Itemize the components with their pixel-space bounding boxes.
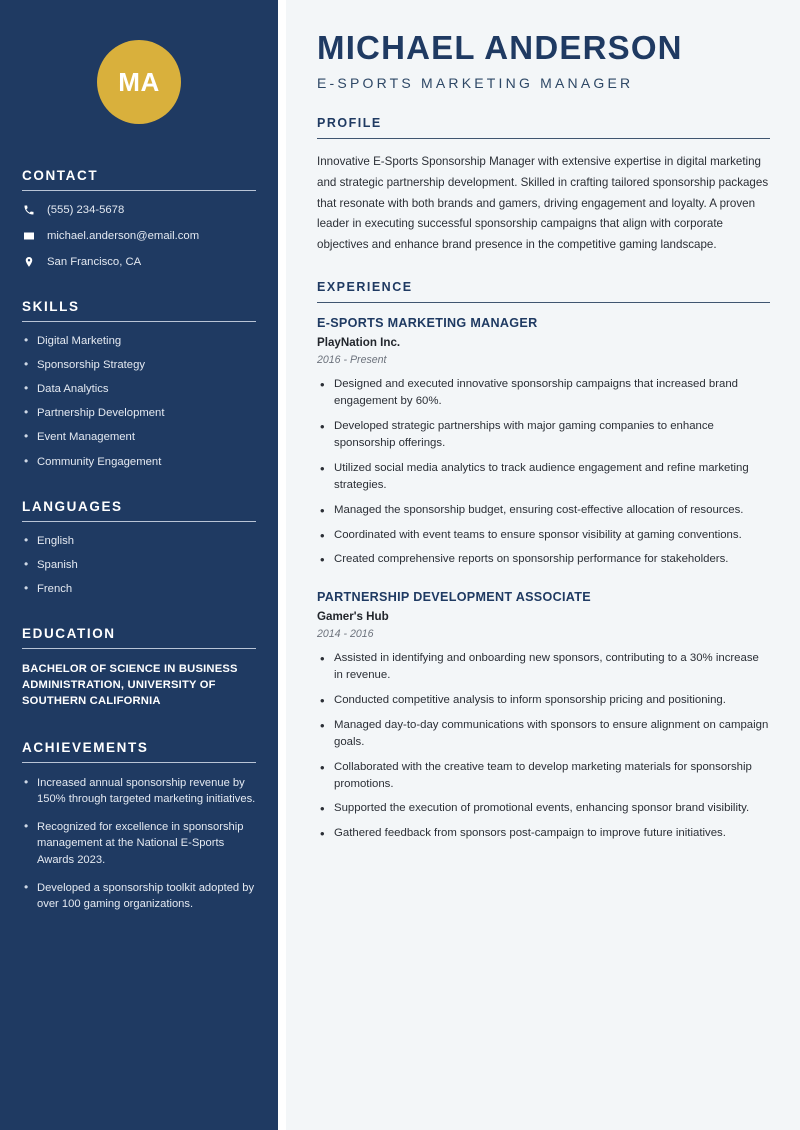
contact-location-value: San Francisco, CA <box>47 256 142 268</box>
job-role: PARTNERSHIP DEVELOPMENT ASSOCIATE <box>317 590 591 605</box>
sidebar <box>0 0 278 1130</box>
list-item: • Supported the execution of promotional events, enhancing sponsor brand visibility. <box>317 800 770 817</box>
phone-icon <box>22 203 36 217</box>
list-item: • Data Analytics <box>22 382 256 396</box>
job-role: E-SPORTS MARKETING MANAGER <box>317 316 538 331</box>
experience-section <box>317 280 770 842</box>
list-item: • French <box>22 582 256 596</box>
achievements-list <box>22 775 256 913</box>
education-entry: BACHELOR OF SCIENCE IN BUSINESS ADMINISTRATION, UNIVERSITY OF SOUTHERN CALIFORNIA <box>22 662 238 708</box>
skills-divider <box>22 321 256 322</box>
job-dates: 2014 - 2016 <box>317 628 374 641</box>
list-item: • Managed the sponsorship budget, ensuring cost-effective allocation of resources. <box>317 502 770 519</box>
avatar-initials: MA <box>118 66 160 97</box>
list-item: • Digital Marketing <box>22 334 256 348</box>
job-bullet-list <box>317 650 770 842</box>
languages-section <box>22 499 256 596</box>
contact-location-row[interactable] <box>22 255 256 269</box>
contact-divider <box>22 190 256 191</box>
skills-heading: SKILLS <box>22 299 80 314</box>
contact-heading: CONTACT <box>22 168 99 183</box>
contact-email-value: michael.anderson@email.com <box>47 230 200 242</box>
list-item: • Gathered feedback from sponsors post-campaign to improve future initiatives. <box>317 825 770 842</box>
contact-phone-value: (555) 234-5678 <box>47 204 125 216</box>
experience-entry <box>317 316 770 568</box>
languages-list <box>22 534 256 596</box>
profile-text: Innovative E-Sports Sponsorship Manager with extensive expertise in digital marketing and strategic partnership development. Skilled in crafting tailored sponsorship packages that resonate with both brands and gamers, driving engagement and loyalty. A proven leader in executing successful sponsorship campaigns that align with corporate objectives and enhance brand presence in the competitive gaming landscape. <box>317 155 769 251</box>
experience-divider <box>317 302 770 303</box>
job-dates: 2016 - Present <box>317 354 387 367</box>
list-item: • Recognized for excellence in sponsorship management at the National E-Sports Awards 2023. <box>22 819 256 868</box>
list-item: • Coordinated with event teams to ensure sponsor visibility at gaming conventions. <box>317 527 770 544</box>
achievements-section <box>22 740 256 913</box>
list-item: • Spanish <box>22 558 256 572</box>
list-item: • Partnership Development <box>22 406 256 420</box>
list-item: • Managed day-to-day communications with sponsors to ensure alignment on campaign goals. <box>317 717 770 751</box>
education-section <box>22 626 256 710</box>
achievements-heading: ACHIEVEMENTS <box>22 739 149 755</box>
contact-email-row[interactable] <box>22 229 256 243</box>
profile-divider <box>317 138 770 139</box>
languages-divider <box>22 521 256 522</box>
page-title: MICHAEL ANDERSON <box>317 29 683 66</box>
list-item: • Sponsorship Strategy <box>22 358 256 372</box>
list-item: • Designed and executed innovative sponsorship campaigns that increased brand engagement by 60%. <box>317 376 770 410</box>
list-item: • Developed strategic partnerships with major gaming companies to enhance sponsorship offerings. <box>317 418 770 452</box>
experience-entry <box>317 590 770 842</box>
education-divider <box>22 648 256 649</box>
education-heading: EDUCATION <box>22 625 116 641</box>
list-item: • English <box>22 534 256 548</box>
main-content <box>286 0 800 1130</box>
list-item: • Community Engagement <box>22 455 256 469</box>
column-gap <box>278 0 286 1130</box>
job-company: PlayNation Inc. <box>317 336 401 350</box>
list-item: • Developed a sponsorship toolkit adopted by over 100 gaming organizations. <box>22 880 256 912</box>
profile-heading: PROFILE <box>317 116 382 131</box>
location-pin-icon <box>22 255 36 269</box>
list-item: • Conducted competitive analysis to inform sponsorship pricing and positioning. <box>317 692 770 709</box>
profile-section <box>317 116 770 255</box>
contact-phone-row[interactable] <box>22 203 256 217</box>
list-item: • Event Management <box>22 430 256 444</box>
experience-heading: EXPERIENCE <box>317 280 413 295</box>
list-item: • Utilized social media analytics to track audience engagement and refine marketing strategies. <box>317 460 770 494</box>
languages-heading: LANGUAGES <box>22 498 123 514</box>
job-bullet-list <box>317 376 770 568</box>
job-company: Gamer's Hub <box>317 610 389 624</box>
achievements-divider <box>22 762 256 763</box>
list-item: • Created comprehensive reports on sponsorship performance for stakeholders. <box>317 551 770 568</box>
headline-job-title: E-SPORTS MARKETING MANAGER <box>317 75 634 92</box>
list-item: • Collaborated with the creative team to develop marketing materials for sponsorship promotions. <box>317 759 770 793</box>
skills-section <box>22 299 256 469</box>
list-item: • Increased annual sponsorship revenue by 150% through targeted marketing initiatives. <box>22 775 256 807</box>
skills-list <box>22 334 256 469</box>
list-item: • Assisted in identifying and onboarding new sponsors, contributing to a 30% increase in revenue. <box>317 650 770 684</box>
envelope-icon <box>22 229 36 243</box>
avatar-container <box>22 0 256 124</box>
contact-section <box>22 168 256 269</box>
avatar <box>97 40 181 124</box>
